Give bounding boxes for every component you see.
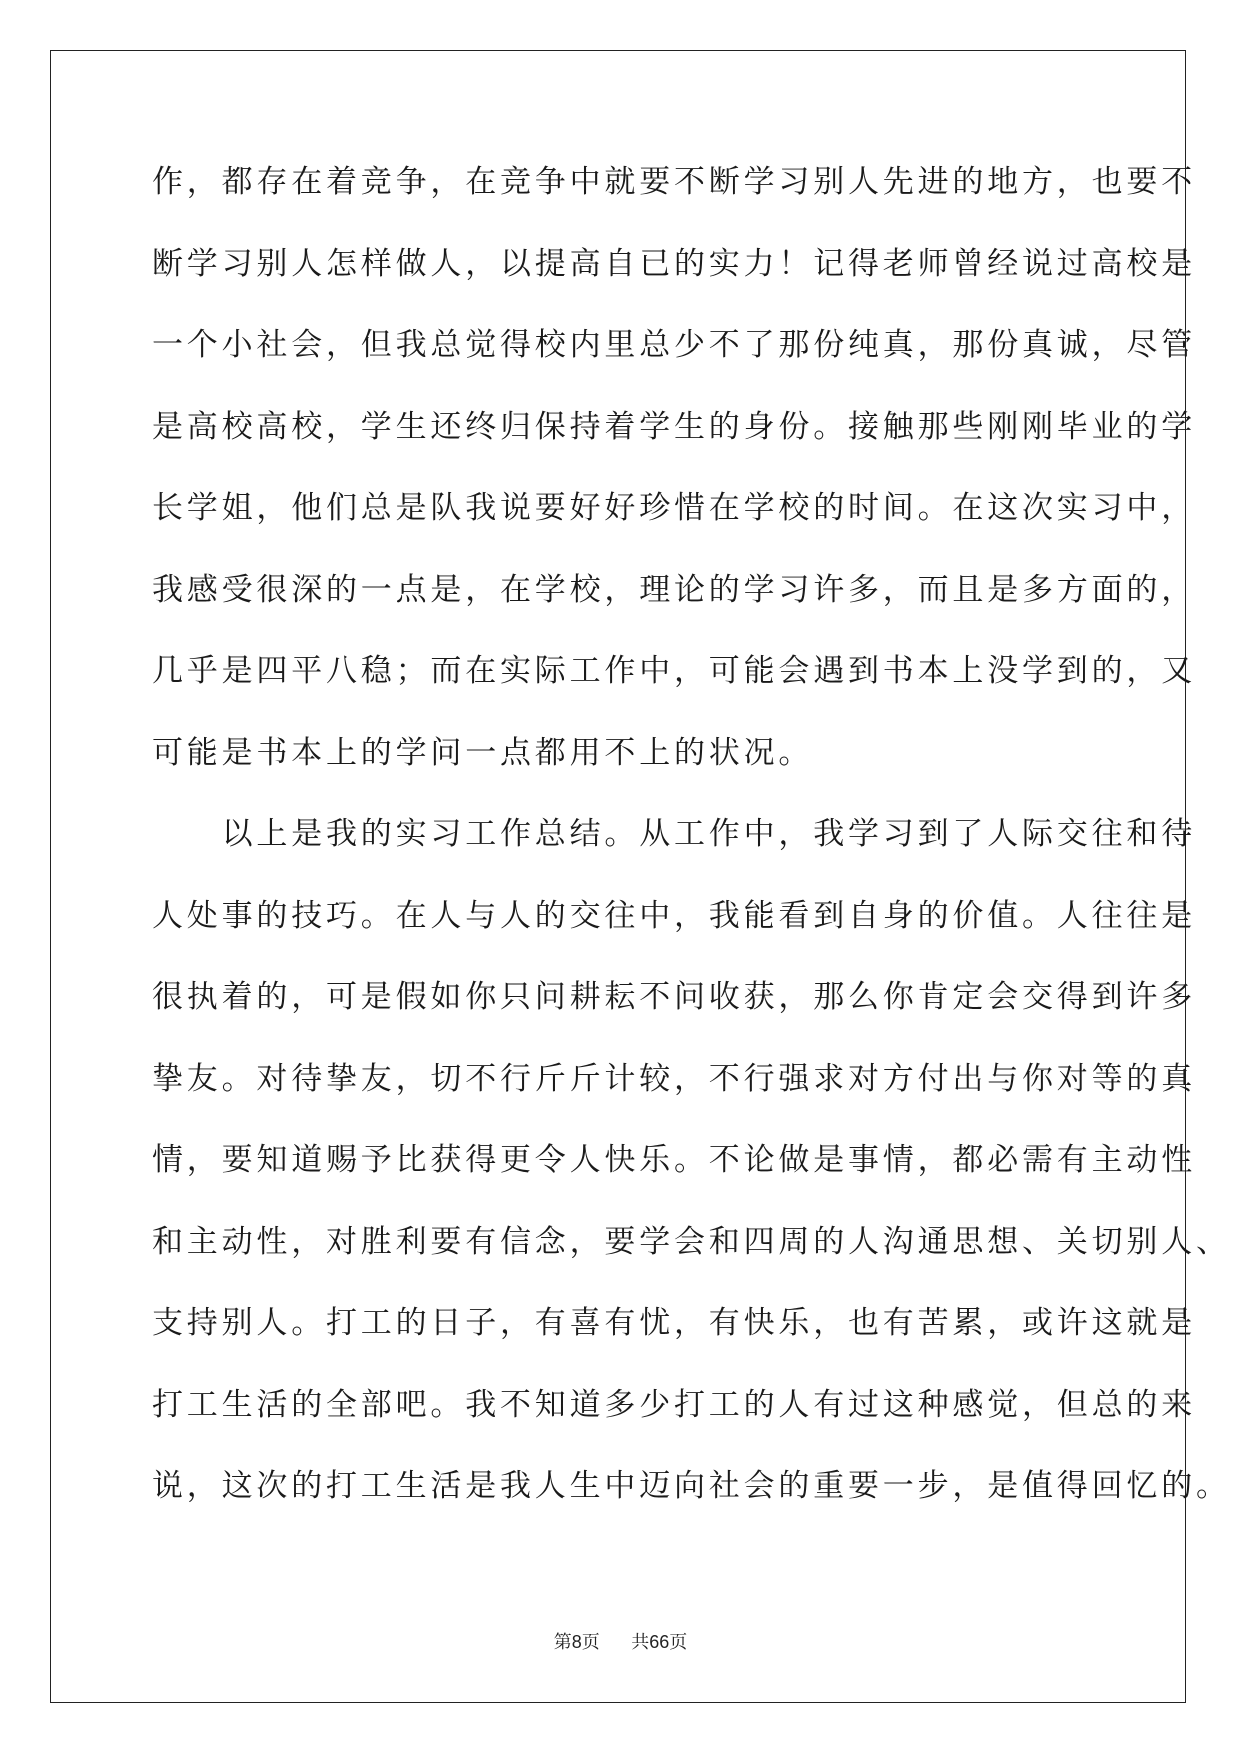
text-line: 和主动性，对胜利要有信念，要学会和四周的人沟通思想、关切别人、 <box>152 1223 1231 1260</box>
total-prefix: 共 <box>631 1632 650 1653</box>
text-line: 挚友。对待挚友，切不行斤斤计较，不行强求对方付出与你对等的真 <box>152 1060 1196 1097</box>
total-pages: 66 <box>649 1632 670 1652</box>
text-line: 几乎是四平八稳；而在实际工作中，可能会遇到书本上没学到的，又 <box>152 653 1196 689</box>
paragraph-start-line: 以上是我的实习工作总结。从工作中，我学习到了人际交往和待 <box>152 816 1196 852</box>
text-line: 是高校高校，学生还终归保持着学生的身份。接触那些刚刚毕业的学 <box>152 408 1196 445</box>
text-line: 情，要知道赐予比获得更令人快乐。不论做是事情，都必需有主动性 <box>152 1142 1196 1178</box>
text-line: 打工生活的全部吧。我不知道多少打工的人有过这种感觉，但总的来 <box>152 1386 1196 1423</box>
page-total <box>631 1632 687 1653</box>
text-line: 人处事的技巧。在人与人的交往中，我能看到自身的价值。人往往是 <box>152 897 1196 934</box>
page-current: 8 <box>571 1632 582 1652</box>
page-suffix: 页 <box>581 1632 600 1653</box>
text-line: 可能是书本上的学问一点都用不上的状况。 <box>152 734 814 771</box>
text-line: 断学习别人怎样做人，以提高自已的实力！记得老师曾经说过高校是 <box>152 245 1196 282</box>
page-footer <box>0 1628 1241 1654</box>
total-suffix: 页 <box>669 1632 688 1653</box>
page-prefix: 第 <box>553 1632 572 1653</box>
text-line: 说，这次的打工生活是我人生中迈向社会的重要一步，是值得回忆的。 <box>152 1468 1231 1504</box>
text-line: 支持别人。打工的日子，有喜有忧，有快乐，也有苦累，或许这就是 <box>152 1305 1196 1341</box>
text-line: 长学姐，他们总是队我说要好好珍惜在学校的时间。在这次实习中， <box>152 490 1196 526</box>
document-body <box>152 162 1231 1548</box>
text-line: 一个小社会，但我总觉得校内里总少不了那份纯真，那份真诚，尽管 <box>152 327 1196 363</box>
text-line: 很执着的，可是假如你只问耕耘不问收获，那么你肯定会交得到许多 <box>152 979 1196 1015</box>
text-line: 我感受很深的一点是，在学校，理论的学习许多，而且是多方面的， <box>152 571 1196 608</box>
page-number <box>554 1632 606 1653</box>
text-line: 作，都存在着竞争，在竞争中就要不断学习别人先进的地方，也要不 <box>152 164 1196 200</box>
